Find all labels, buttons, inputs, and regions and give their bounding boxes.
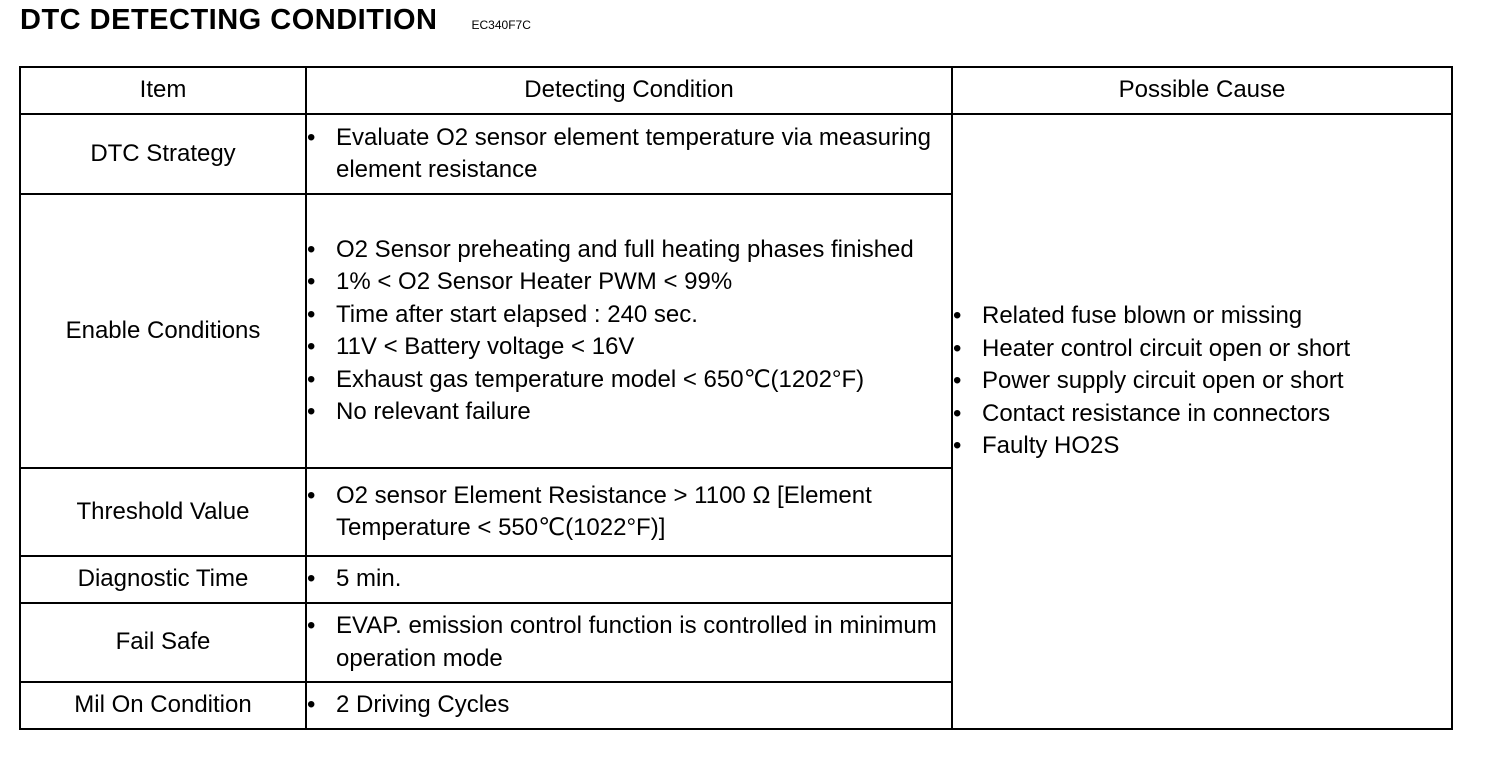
row-conditions (306, 114, 952, 194)
row-conditions (306, 468, 952, 556)
page-title: DTC DETECTING CONDITION (20, 4, 438, 36)
row-conditions (306, 556, 952, 603)
condition-bullet: • 11V < Battery voltage < 16V (307, 331, 951, 364)
row-item-label: Enable Conditions (20, 194, 306, 468)
row-conditions (306, 603, 952, 682)
condition-bullet: • O2 Sensor preheating and full heating phases finished (307, 234, 951, 267)
row-item-label: Fail Safe (20, 603, 306, 682)
condition-bullet: • No relevant failure (307, 396, 951, 429)
condition-bullet: • 2 Driving Cycles (307, 689, 951, 722)
row-item-label: DTC Strategy (20, 114, 306, 194)
table-row-dtc-strategy (20, 114, 1452, 194)
cause-bullet: • Related fuse blown or missing (953, 300, 1451, 333)
cause-bullet: • Contact resistance in connectors (953, 398, 1451, 431)
dtc-condition-table (19, 66, 1453, 730)
column-header-detecting-condition: Detecting Condition (306, 67, 952, 114)
row-conditions (306, 682, 952, 729)
row-item-label: Mil On Condition (20, 682, 306, 729)
condition-bullet: • 5 min. (307, 563, 951, 596)
row-item-label: Threshold Value (20, 468, 306, 556)
table-header-row (20, 67, 1452, 114)
row-conditions (306, 194, 952, 468)
condition-bullet: • Time after start elapsed : 240 sec. (307, 299, 951, 332)
cause-bullet: • Power supply circuit open or short (953, 365, 1451, 398)
column-header-item: Item (20, 67, 306, 114)
page-heading (20, 4, 531, 44)
column-header-possible-cause: Possible Cause (952, 67, 1452, 114)
possible-cause-cell (952, 114, 1452, 729)
cause-bullet: • Heater control circuit open or short (953, 333, 1451, 366)
cause-bullet: • Faulty HO2S (953, 430, 1451, 463)
condition-bullet: • Evaluate O2 sensor element temperature via measuring element resistance (307, 122, 951, 187)
condition-bullet: • EVAP. emission control function is controlled in minimum operation mode (307, 610, 951, 675)
condition-bullet: • O2 sensor Element Resistance > 1100 Ω [Element Temperature < 550℃(1022°F)] (307, 480, 951, 545)
row-item-label: Diagnostic Time (20, 556, 306, 603)
condition-bullet: • 1% < O2 Sensor Heater PWM < 99% (307, 266, 951, 299)
document-code: EC340F7C (471, 18, 531, 32)
condition-bullet: • Exhaust gas temperature model < 650℃(1202°F) (307, 364, 951, 397)
